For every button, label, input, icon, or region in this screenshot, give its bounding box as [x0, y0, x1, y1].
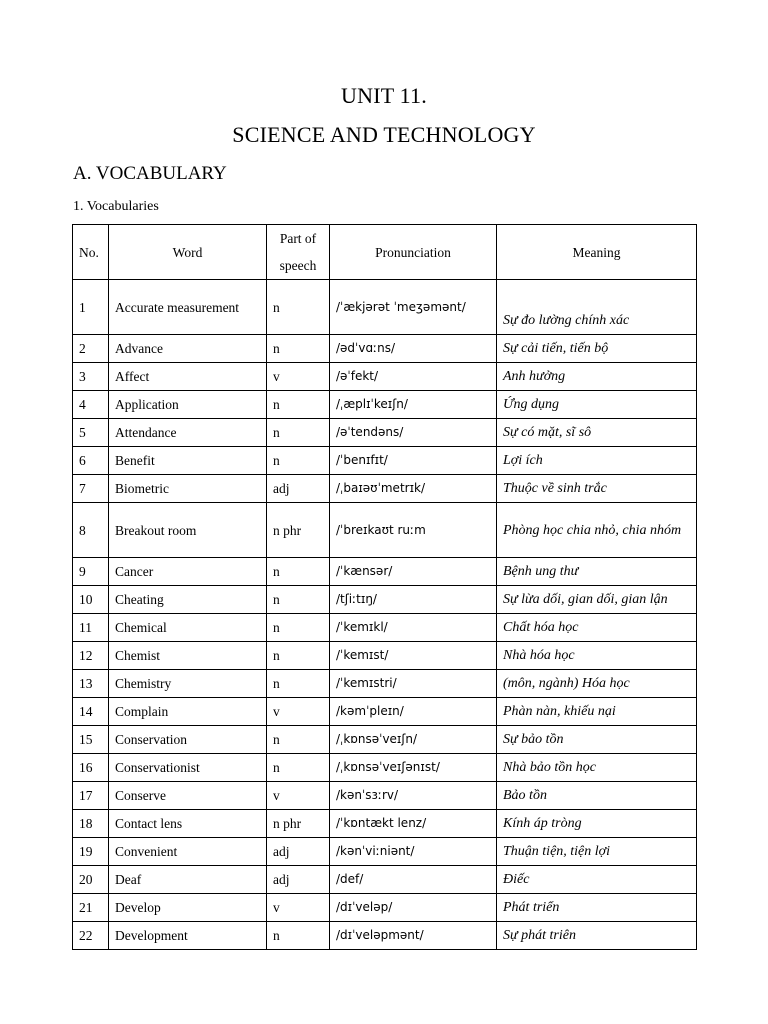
cell-pronunciation: /tʃiːtɪŋ/	[330, 586, 497, 614]
cell-no: 11	[73, 614, 109, 642]
cell-pronunciation: /ˈækjərət ˈmeʒəmənt/	[330, 280, 497, 335]
cell-pronunciation: /ədˈvɑːns/	[330, 335, 497, 363]
cell-meaning: Sự phát triên	[497, 922, 697, 950]
cell-word: Conservationist	[109, 754, 267, 782]
header-no: No.	[73, 225, 109, 280]
header-part-of-speech: Part of speech	[267, 225, 330, 280]
cell-no: 4	[73, 391, 109, 419]
cell-no: 10	[73, 586, 109, 614]
cell-pronunciation: /ˈkemɪstri/	[330, 670, 497, 698]
cell-meaning: Thuộc về sinh trắc	[497, 475, 697, 503]
cell-meaning: Phát triển	[497, 894, 697, 922]
cell-no: 12	[73, 642, 109, 670]
cell-part-of-speech: v	[267, 894, 330, 922]
cell-meaning: Ứng dụng	[497, 391, 697, 419]
table-row	[73, 558, 697, 586]
table-row	[73, 698, 697, 726]
cell-word: Conserve	[109, 782, 267, 810]
cell-pronunciation: /əˈfekt/	[330, 363, 497, 391]
cell-meaning: Bệnh ung thư	[497, 558, 697, 586]
cell-part-of-speech: n	[267, 419, 330, 447]
cell-pronunciation: /ˌkɒnsəˈveɪʃənɪst/	[330, 754, 497, 782]
cell-part-of-speech: n	[267, 614, 330, 642]
cell-no: 17	[73, 782, 109, 810]
cell-part-of-speech: n phr	[267, 810, 330, 838]
table-row	[73, 642, 697, 670]
cell-word: Application	[109, 391, 267, 419]
table-row	[73, 447, 697, 475]
cell-no: 19	[73, 838, 109, 866]
cell-word: Accurate measurement	[109, 280, 267, 335]
cell-word: Contact lens	[109, 810, 267, 838]
header-pronunciation: Pronunciation	[330, 225, 497, 280]
cell-part-of-speech: n	[267, 922, 330, 950]
table-row	[73, 419, 697, 447]
table-row	[73, 754, 697, 782]
subsection-heading: 1. Vocabularies	[73, 199, 159, 214]
cell-no: 5	[73, 419, 109, 447]
cell-no: 6	[73, 447, 109, 475]
table-row	[73, 391, 697, 419]
cell-word: Chemist	[109, 642, 267, 670]
cell-word: Development	[109, 922, 267, 950]
cell-part-of-speech: n	[267, 754, 330, 782]
cell-meaning: Chất hóa học	[497, 614, 697, 642]
cell-meaning: Bảo tồn	[497, 782, 697, 810]
cell-meaning: Kính áp tròng	[497, 810, 697, 838]
cell-pronunciation: /dɪˈveləp/	[330, 894, 497, 922]
cell-no: 14	[73, 698, 109, 726]
cell-no: 21	[73, 894, 109, 922]
vocabulary-table	[72, 224, 697, 950]
cell-part-of-speech: n	[267, 558, 330, 586]
header-word: Word	[109, 225, 267, 280]
unit-title: UNIT 11.	[341, 83, 427, 108]
cell-word: Chemistry	[109, 670, 267, 698]
cell-no: 7	[73, 475, 109, 503]
cell-no: 9	[73, 558, 109, 586]
table-row	[73, 810, 697, 838]
cell-meaning: Sự lừa dối, gian dối, gian lận	[497, 586, 697, 614]
cell-no: 2	[73, 335, 109, 363]
cell-word: Advance	[109, 335, 267, 363]
table-row	[73, 503, 697, 558]
table-row	[73, 614, 697, 642]
cell-pronunciation: /kəmˈpleɪn/	[330, 698, 497, 726]
table-row	[73, 335, 697, 363]
table-header-row	[73, 225, 697, 280]
cell-pronunciation: /dɪˈveləpmənt/	[330, 922, 497, 950]
cell-pronunciation: /ˌæplɪˈkeɪʃn/	[330, 391, 497, 419]
cell-part-of-speech: n	[267, 670, 330, 698]
unit-subtitle: SCIENCE AND TECHNOLOGY	[232, 122, 536, 147]
cell-word: Biometric	[109, 475, 267, 503]
cell-word: Complain	[109, 698, 267, 726]
cell-pronunciation: /ˈkemɪkl/	[330, 614, 497, 642]
cell-part-of-speech: n	[267, 726, 330, 754]
cell-word: Attendance	[109, 419, 267, 447]
cell-meaning: Điếc	[497, 866, 697, 894]
table-row	[73, 280, 697, 335]
cell-word: Develop	[109, 894, 267, 922]
cell-word: Conservation	[109, 726, 267, 754]
cell-meaning: Thuận tiện, tiện lợi	[497, 838, 697, 866]
cell-meaning: Phàn nàn, khiếu nại	[497, 698, 697, 726]
cell-word: Breakout room	[109, 503, 267, 558]
cell-pronunciation: /kənˈsɜːrv/	[330, 782, 497, 810]
cell-word: Cheating	[109, 586, 267, 614]
cell-part-of-speech: n	[267, 447, 330, 475]
table-row	[73, 894, 697, 922]
cell-word: Affect	[109, 363, 267, 391]
cell-part-of-speech: adj	[267, 866, 330, 894]
cell-word: Cancer	[109, 558, 267, 586]
cell-pronunciation: /ˈkænsər/	[330, 558, 497, 586]
cell-meaning: Phòng học chia nhỏ, chia nhóm	[497, 503, 697, 558]
cell-part-of-speech: v	[267, 782, 330, 810]
cell-pronunciation: /ˈbenɪfɪt/	[330, 447, 497, 475]
table-row	[73, 475, 697, 503]
cell-meaning: Sự bảo tồn	[497, 726, 697, 754]
cell-meaning: Sự có mặt, sĩ sô	[497, 419, 697, 447]
table-row	[73, 363, 697, 391]
table-row	[73, 866, 697, 894]
cell-part-of-speech: adj	[267, 838, 330, 866]
cell-no: 13	[73, 670, 109, 698]
header-meaning: Meaning	[497, 225, 697, 280]
cell-part-of-speech: v	[267, 363, 330, 391]
cell-pronunciation: /kənˈviːniənt/	[330, 838, 497, 866]
cell-meaning: Anh hưởng	[497, 363, 697, 391]
cell-part-of-speech: adj	[267, 475, 330, 503]
cell-pronunciation: /ˌbaɪəʊˈmetrɪk/	[330, 475, 497, 503]
cell-part-of-speech: n	[267, 642, 330, 670]
cell-word: Deaf	[109, 866, 267, 894]
table-row	[73, 586, 697, 614]
cell-no: 16	[73, 754, 109, 782]
cell-pronunciation: /ˈbreɪkaʊt ruːm	[330, 503, 497, 558]
cell-pronunciation: /def/	[330, 866, 497, 894]
table-row	[73, 670, 697, 698]
cell-no: 20	[73, 866, 109, 894]
cell-meaning: Nhà hóa học	[497, 642, 697, 670]
cell-pronunciation: /əˈtendəns/	[330, 419, 497, 447]
cell-part-of-speech: n	[267, 586, 330, 614]
cell-pronunciation: /ˈkɒntækt lenz/	[330, 810, 497, 838]
cell-part-of-speech: n phr	[267, 503, 330, 558]
cell-part-of-speech: n	[267, 335, 330, 363]
table-row	[73, 782, 697, 810]
cell-no: 3	[73, 363, 109, 391]
cell-no: 15	[73, 726, 109, 754]
cell-no: 1	[73, 280, 109, 335]
table-row	[73, 838, 697, 866]
cell-word: Chemical	[109, 614, 267, 642]
cell-no: 22	[73, 922, 109, 950]
cell-meaning: (môn, ngành) Hóa học	[497, 670, 697, 698]
table-row	[73, 922, 697, 950]
cell-meaning: Sự cải tiến, tiến bộ	[497, 335, 697, 363]
cell-meaning: Nhà bảo tồn học	[497, 754, 697, 782]
cell-no: 8	[73, 503, 109, 558]
table-row	[73, 726, 697, 754]
cell-meaning: Sự đo lường chính xác	[497, 280, 697, 335]
cell-part-of-speech: n	[267, 280, 330, 335]
cell-part-of-speech: v	[267, 698, 330, 726]
cell-meaning: Lợi ích	[497, 447, 697, 475]
cell-no: 18	[73, 810, 109, 838]
cell-word: Convenient	[109, 838, 267, 866]
cell-pronunciation: /ˌkɒnsəˈveɪʃn/	[330, 726, 497, 754]
table-body	[73, 280, 697, 950]
cell-word: Benefit	[109, 447, 267, 475]
cell-pronunciation: /ˈkemɪst/	[330, 642, 497, 670]
cell-part-of-speech: n	[267, 391, 330, 419]
section-heading: A. VOCABULARY	[73, 163, 227, 184]
